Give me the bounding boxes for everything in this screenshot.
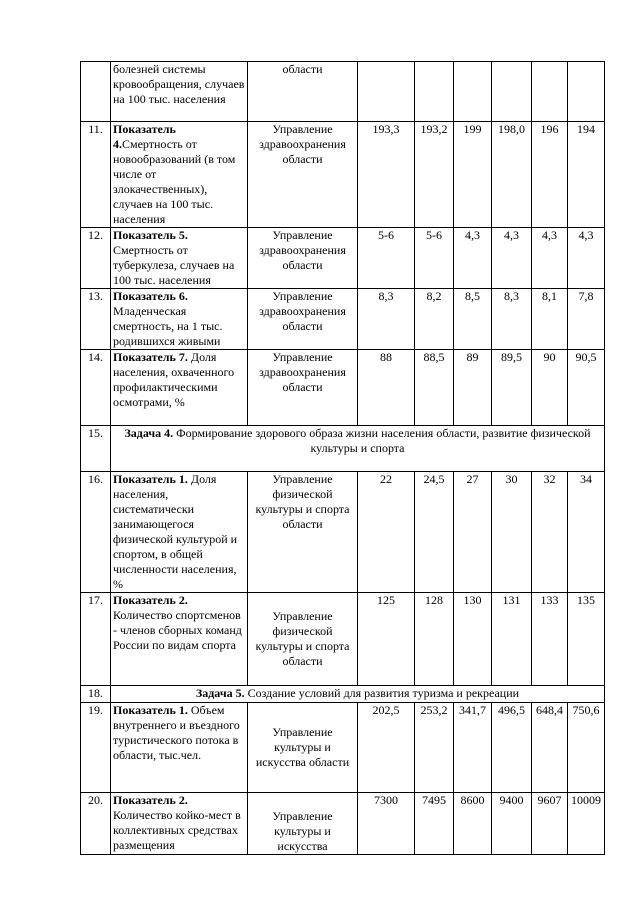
value-cell: 89 [454, 350, 492, 426]
indicator-cell [111, 122, 248, 228]
value-cell: 8,3 [492, 289, 532, 350]
indicator-text: Количество койко-мест в коллективных средствах размещения [113, 808, 241, 852]
value-cell: 253,2 [415, 703, 454, 793]
value-cell: 341,7 [454, 703, 492, 793]
value-cell: 32 [532, 472, 568, 593]
value-cell: 34 [568, 472, 605, 593]
value-cell: 193,3 [358, 122, 415, 228]
responsible-cell: Управление здравоохранения области [248, 289, 358, 350]
value-cell [454, 62, 492, 122]
table-row [81, 62, 605, 122]
value-cell: 8,5 [454, 289, 492, 350]
row-number: 15. [81, 426, 111, 472]
value-cell: 88 [358, 350, 415, 426]
value-cell: 9607 [532, 793, 568, 855]
indicator-cell [111, 472, 248, 593]
indicator-title: Показатель 5. [113, 228, 188, 242]
value-cell: 194 [568, 122, 605, 228]
table-row [81, 289, 605, 350]
value-cell: 135 [568, 593, 605, 686]
value-cell: 7495 [415, 793, 454, 855]
value-cell: 131 [492, 593, 532, 686]
table-row [81, 472, 605, 593]
table-row [81, 228, 605, 289]
value-cell: 8600 [454, 793, 492, 855]
task-text: Формирование здорового образа жизни населения области, развитие физической культуры и спорта [176, 426, 591, 455]
task-cell [111, 426, 605, 472]
indicator-cell [111, 793, 248, 855]
table-row [81, 703, 605, 793]
value-cell: 8,2 [415, 289, 454, 350]
value-cell: 8,3 [358, 289, 415, 350]
indicator-title: Показатель 4. [113, 122, 176, 151]
task-text: Создание условий для развития туризма и рекреации [247, 686, 520, 700]
value-cell: 202,5 [358, 703, 415, 793]
value-cell: 10009 [568, 793, 605, 855]
value-cell [568, 62, 605, 122]
task-title: Задача 4. [124, 426, 174, 440]
row-number [81, 62, 111, 122]
row-number: 18. [81, 686, 111, 703]
indicator-title: Показатель 2. [113, 593, 188, 607]
row-number: 17. [81, 593, 111, 686]
responsible-cell: Управление культуры и искусства области [248, 703, 358, 793]
indicator-title: Показатель 7. [113, 350, 188, 364]
indicators-table [80, 61, 605, 855]
indicator-cell [111, 228, 248, 289]
row-number: 20. [81, 793, 111, 855]
value-cell: 5-6 [415, 228, 454, 289]
value-cell: 89,5 [492, 350, 532, 426]
row-number: 14. [81, 350, 111, 426]
value-cell: 5-6 [358, 228, 415, 289]
row-number: 13. [81, 289, 111, 350]
table-row [81, 593, 605, 686]
indicator-text: Смертность от новообразований (в том числе от злокачественных), случаев на 100 тыс. населения [113, 137, 236, 226]
table-row [81, 122, 605, 228]
value-cell: 198,0 [492, 122, 532, 228]
row-number: 19. [81, 703, 111, 793]
value-cell: 4,3 [454, 228, 492, 289]
value-cell: 199 [454, 122, 492, 228]
responsible-cell: Управление культуры и искусства [248, 793, 358, 855]
task-cell [111, 686, 605, 703]
responsible-cell: Управление физической культуры и спорта области [248, 472, 358, 593]
task-title: Задача 5. [195, 686, 245, 700]
value-cell: 4,3 [568, 228, 605, 289]
indicator-cell [111, 593, 248, 686]
indicator-text: Доля населения, систематически занимающегося физической культурой и спортом, в общей численности населения, % [113, 472, 238, 591]
value-cell [415, 62, 454, 122]
value-cell: 7300 [358, 793, 415, 855]
value-cell: 496,5 [492, 703, 532, 793]
value-cell: 196 [532, 122, 568, 228]
value-cell: 90,5 [568, 350, 605, 426]
row-number: 11. [81, 122, 111, 228]
indicator-cell [111, 703, 248, 793]
table-row [81, 350, 605, 426]
value-cell: 648,4 [532, 703, 568, 793]
value-cell: 88,5 [415, 350, 454, 426]
value-cell [492, 62, 532, 122]
responsible-cell: Управление здравоохранения области [248, 122, 358, 228]
indicator-text: Доля населения, охваченного профилактическими осмотрами, % [113, 350, 235, 409]
responsible-cell: Управление физической культуры и спорта области [248, 593, 358, 686]
indicator-text: Младенческая смертность, на 1 тыс. родившихся живыми [113, 304, 223, 348]
table-row [81, 793, 605, 855]
value-cell: 24,5 [415, 472, 454, 593]
value-cell [358, 62, 415, 122]
value-cell: 22 [358, 472, 415, 593]
value-cell: 27 [454, 472, 492, 593]
value-cell: 90 [532, 350, 568, 426]
indicator-cell [111, 350, 248, 426]
task-row [81, 686, 605, 703]
row-number: 12. [81, 228, 111, 289]
value-cell: 7,8 [568, 289, 605, 350]
indicator-text: Количество спортсменов - членов сборных команд России по видам спорта [113, 608, 242, 652]
value-cell: 130 [454, 593, 492, 686]
value-cell: 9400 [492, 793, 532, 855]
value-cell: 4,3 [532, 228, 568, 289]
indicator-title: Показатель 2. [113, 793, 188, 807]
row-number: 16. [81, 472, 111, 593]
indicator-cell [111, 289, 248, 350]
indicator-text: Смертность от туберкулеза, случаев на 100 тыс. населения [113, 243, 235, 287]
responsible-cell: области [248, 62, 358, 122]
value-cell: 193,2 [415, 122, 454, 228]
indicator-title: Показатель 6. [113, 289, 188, 303]
indicator-text: Объем внутреннего и въездного туристического потока в области, тыс.чел. [113, 703, 240, 762]
indicator-cell [111, 62, 248, 122]
responsible-cell: Управление здравоохранения области [248, 350, 358, 426]
value-cell: 133 [532, 593, 568, 686]
task-row [81, 426, 605, 472]
value-cell: 128 [415, 593, 454, 686]
value-cell: 125 [358, 593, 415, 686]
value-cell: 8,1 [532, 289, 568, 350]
indicator-text: болезней системы кровообращения, случаев на 100 тыс. населения [113, 62, 245, 106]
indicator-title: Показатель 1. [113, 703, 188, 717]
value-cell [532, 62, 568, 122]
value-cell: 750,6 [568, 703, 605, 793]
indicator-title: Показатель 1. [113, 472, 188, 486]
value-cell: 30 [492, 472, 532, 593]
responsible-cell: Управление здравоохранения области [248, 228, 358, 289]
value-cell: 4,3 [492, 228, 532, 289]
